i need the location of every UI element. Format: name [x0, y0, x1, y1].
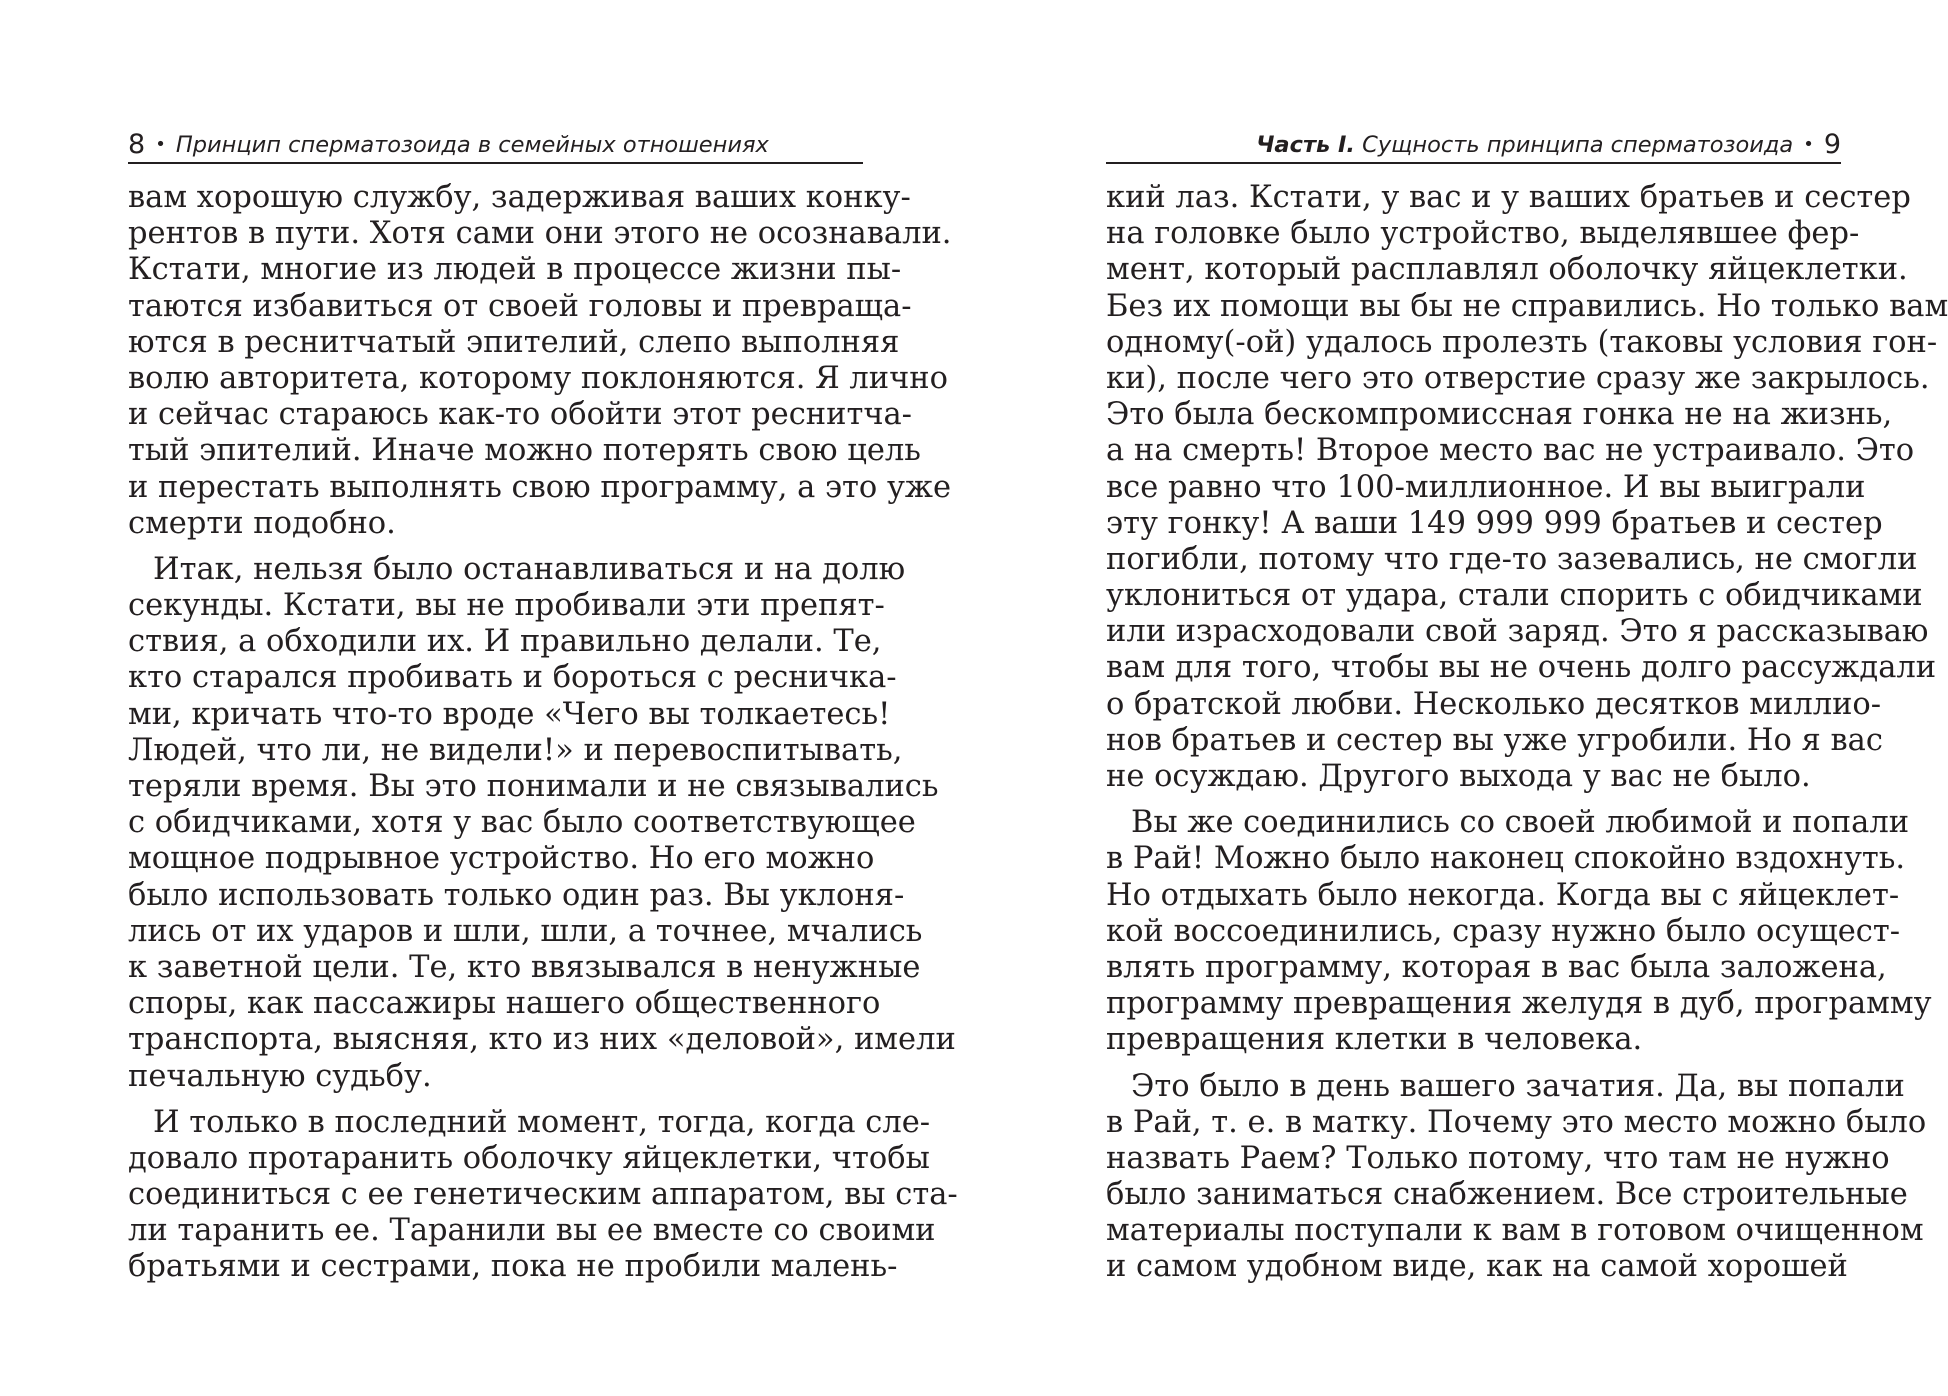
text-line: секунды. Кстати, вы не пробивали эти препят-: [128, 588, 885, 624]
text-line: ствия, а обходили их. И правильно делали. Те,: [128, 624, 882, 660]
text-line: о братской любви. Несколько десятков миллио-: [1106, 686, 1882, 722]
text-line: программу превращения желудя в дуб, программу: [1106, 986, 1932, 1022]
text-line: эту гонку! А ваши 149 999 999 братьев и сестер: [1106, 505, 1883, 541]
right-header-part-label: Часть I.: [1256, 132, 1355, 158]
paragraph-first-line: И только в последний момент, тогда, когда сле-: [153, 1104, 931, 1140]
text-line: вам для того, чтобы вы не очень долго рассуждали: [1106, 650, 1937, 686]
text-line: смерти подобно.: [128, 505, 396, 541]
text-line: братьями и сестрами, пока не пробили малень-: [128, 1249, 898, 1285]
text-line: или израсходовали свой заряд. Это я рассказываю: [1106, 614, 1929, 650]
text-line: и самом удобном виде, как на самой хорошей: [1106, 1249, 1848, 1285]
text-line: было использовать только один раз. Вы уклоня-: [128, 877, 905, 913]
text-line: влять программу, которая в вас была заложена,: [1106, 949, 1887, 985]
text-line: и сейчас стараюсь как-то обойти этот реснитча-: [128, 397, 912, 433]
text-line: кто старался пробивать и бороться с ресничка-: [128, 660, 897, 696]
right-page: [1106, 128, 1948, 1286]
text-line: в Рай, т. е. в матку. Почему это место можно было: [1106, 1104, 1927, 1140]
text-line: в Рай! Можно было наконец спокойно вздохнуть.: [1106, 841, 1906, 877]
text-line: на головке было устройство, выделявшее фер-: [1106, 216, 1860, 252]
text-line: погибли, потому что где-то зазевались, не смогли: [1106, 541, 1918, 577]
paragraph-first-line: Вы же соединились со своей любимой и попали: [1131, 805, 1910, 841]
right-header-title: [1256, 129, 1793, 161]
text-line: к заветной цели. Те, кто ввязывался в ненужные: [128, 949, 921, 985]
text-line: соединиться с ее генетическим аппаратом, вы ста-: [128, 1177, 958, 1213]
text-line: и перестать выполнять свою программу, а это уже: [128, 469, 952, 505]
text-line: уклониться от удара, стали спорить с обидчиками: [1106, 578, 1923, 614]
left-page: [128, 128, 958, 1286]
right-running-header: [1106, 128, 1841, 164]
text-line: рентов в пути. Хотя сами они этого не осознавали.: [128, 216, 952, 252]
right-page-body: [1106, 180, 1948, 1286]
text-line: кой воссоединились, сразу нужно было осущест-: [1106, 913, 1901, 949]
left-header-title: Принцип сперматозоида в семейных отношениях: [175, 132, 769, 158]
text-line: печальную судьбу.: [128, 1058, 432, 1094]
left-page-number: 8: [128, 129, 146, 160]
text-line: все равно что 100-миллионное. И вы выиграли: [1106, 469, 1866, 505]
text-line: Без их помощи вы бы не справились. Но только вам: [1106, 288, 1948, 324]
text-line: транспорта, выясняя, кто из них «деловой», имели: [128, 1022, 956, 1058]
text-line: ки), после чего это отверстие сразу же закрылось.: [1106, 360, 1930, 396]
text-line: одному(-ой) удалось пролезть (таковы условия гон-: [1106, 324, 1938, 360]
text-line: назвать Раем? Только потому, что там не нужно: [1106, 1140, 1890, 1176]
text-line: не осуждаю. Другого выхода у вас не было.: [1106, 759, 1811, 794]
text-line: вам хорошую службу, задерживая ваших конку-: [128, 180, 911, 215]
right-header-separator: •: [1803, 134, 1814, 155]
text-line: Это была бескомпромиссная гонка не на жизнь,: [1106, 397, 1893, 433]
text-line: ми, кричать что-то вроде «Чего вы толкаетесь!: [128, 696, 891, 732]
text-line: теряли время. Вы это понимали и не связывались: [128, 769, 939, 804]
text-line: лись от их ударов и шли, шли, а точнее, мчались: [128, 913, 923, 949]
text-line: нов братьев и сестер вы уже угробили. Но я вас: [1106, 722, 1883, 758]
left-page-body: [128, 180, 958, 1286]
right-page-number: 9: [1823, 129, 1841, 160]
text-line: мощное подрывное устройство. Но его можно: [128, 841, 875, 877]
text-line: тый эпителий. Иначе можно потерять свою цель: [128, 433, 921, 469]
right-header-chapter-title: Сущность принципа сперматозоида: [1362, 132, 1794, 158]
text-line: материалы поступали к вам в готовом очищенном: [1106, 1213, 1924, 1249]
text-line: таются избавиться от своей головы и превраща-: [128, 288, 912, 324]
text-line: ются в реснитчатый эпителий, слепо выполняя: [128, 324, 900, 360]
text-line: было заниматься снабжением. Все строительные: [1106, 1177, 1908, 1213]
left-running-header: [128, 128, 863, 164]
text-line: мент, который расплавлял оболочку яйцеклетки.: [1106, 252, 1908, 288]
text-line: довало протаранить оболочку яйцеклетки, чтобы: [128, 1140, 930, 1176]
text-line: Людей, что ли, не видели!» и перевоспитывать,: [128, 732, 903, 768]
left-header-separator: •: [155, 134, 166, 155]
text-line: волю авторитета, которому поклоняются. Я лично: [128, 360, 948, 396]
text-line: превращения клетки в человека.: [1106, 1022, 1643, 1058]
paragraph-first-line: Это было в день вашего зачатия. Да, вы попали: [1131, 1068, 1905, 1104]
text-line: а на смерть! Второе место вас не устраивало. Это: [1106, 433, 1915, 469]
text-line: Кстати, многие из людей в процессе жизни пы-: [128, 252, 902, 288]
text-line: кий лаз. Кстати, у вас и у ваших братьев и сестер: [1106, 180, 1911, 215]
text-line: споры, как пассажиры нашего общественного: [128, 986, 881, 1022]
text-line: ли таранить ее. Таранили вы ее вместе со своими: [128, 1213, 936, 1249]
paragraph-first-line: Итак, нельзя было останавливаться и на долю: [153, 551, 906, 587]
text-line: с обидчиками, хотя у вас было соответствующее: [128, 805, 916, 841]
text-line: Но отдыхать было некогда. Когда вы с яйцеклет-: [1106, 877, 1900, 913]
